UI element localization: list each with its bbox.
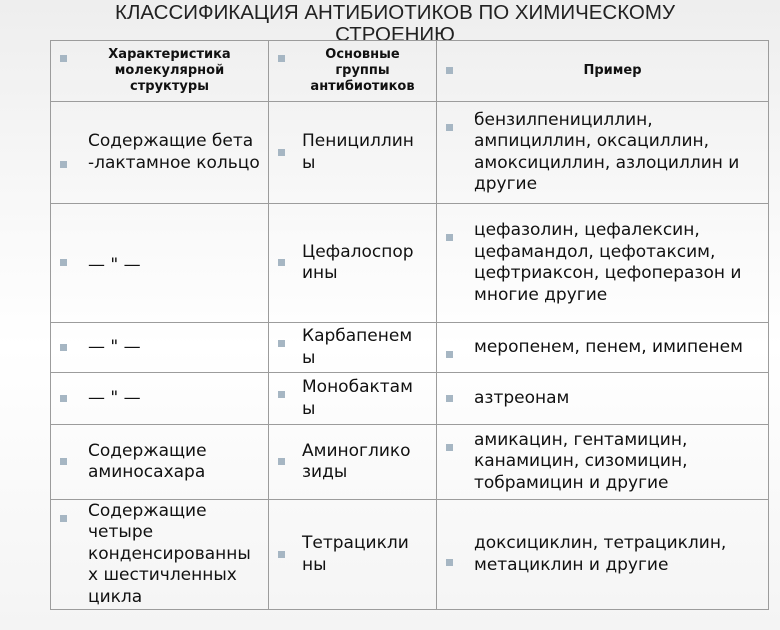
group-cell: Пенициллин ы	[302, 131, 414, 173]
example-cell: доксициклин, тетрациклин, метациклин и другие	[474, 533, 727, 575]
table-row	[51, 425, 769, 500]
structure-cell: — " —	[88, 336, 141, 357]
structure-cell: Содержащие бета -лактамное кольцо	[88, 131, 260, 173]
group-cell: Аминоглико зиды	[302, 440, 411, 482]
bullet-icon	[278, 55, 285, 62]
group-cell: Карбапенем ы	[302, 326, 413, 368]
structure-cell: Содержащие четыре конденсированны х шестичленных цикла	[88, 500, 251, 607]
example-cell: меропенем, пенем, имипенем	[474, 336, 743, 357]
bullet-icon	[446, 444, 453, 451]
bullet-icon	[446, 351, 453, 358]
bullet-icon	[60, 458, 67, 465]
antibiotics-table	[50, 40, 769, 610]
bullet-icon	[60, 259, 67, 266]
group-cell: Цефалоспор ины	[302, 241, 414, 283]
table-row	[51, 323, 769, 373]
bullet-icon	[446, 124, 453, 131]
bullet-icon	[446, 234, 453, 241]
example-cell: цефазолин, цефалексин, цефамандол, цефотаксим, цефтриаксон, цефоперазон и многие другие	[474, 220, 742, 305]
header-groups: Основные группы антибиотиков	[310, 47, 415, 94]
bullet-icon	[60, 395, 67, 402]
bullet-icon	[278, 391, 285, 398]
bullet-icon	[278, 340, 285, 347]
bullet-icon	[446, 395, 453, 402]
example-cell: азтреонам	[474, 387, 570, 408]
table-row	[51, 204, 769, 323]
group-cell: Монобактам ы	[302, 377, 413, 419]
table-row	[51, 373, 769, 425]
structure-cell: — " —	[88, 387, 141, 408]
structure-cell: — " —	[88, 255, 141, 276]
example-cell: бензилпенициллин, ампициллин, оксациллин, амоксициллин, азлоциллин и другие	[474, 109, 740, 194]
bullet-icon	[60, 161, 67, 168]
table-row	[51, 102, 769, 204]
bullet-icon	[60, 515, 67, 522]
bullet-icon	[278, 551, 285, 558]
table-header-row	[51, 41, 769, 102]
header-example: Пример	[583, 63, 642, 78]
bullet-icon	[60, 55, 67, 62]
header-structure: Характеристика молекулярной структуры	[108, 47, 231, 94]
bullet-icon	[446, 559, 453, 566]
bullet-icon	[60, 344, 67, 351]
table-row	[51, 500, 769, 610]
group-cell: Тетрацикли ны	[302, 533, 409, 575]
example-cell: амикацин, гентамицин, канамицин, сизомицин, тобрамицин и другие	[474, 429, 688, 493]
structure-cell: Содержащие аминосахара	[88, 440, 207, 482]
bullet-icon	[278, 259, 285, 266]
bullet-icon	[278, 149, 285, 156]
page-title: КЛАССИФИКАЦИЯ АНТИБИОТИКОВ ПО ХИМИЧЕСКОМУ СТРОЕНИЮ	[115, 1, 675, 46]
bullet-icon	[446, 67, 453, 74]
bullet-icon	[278, 458, 285, 465]
